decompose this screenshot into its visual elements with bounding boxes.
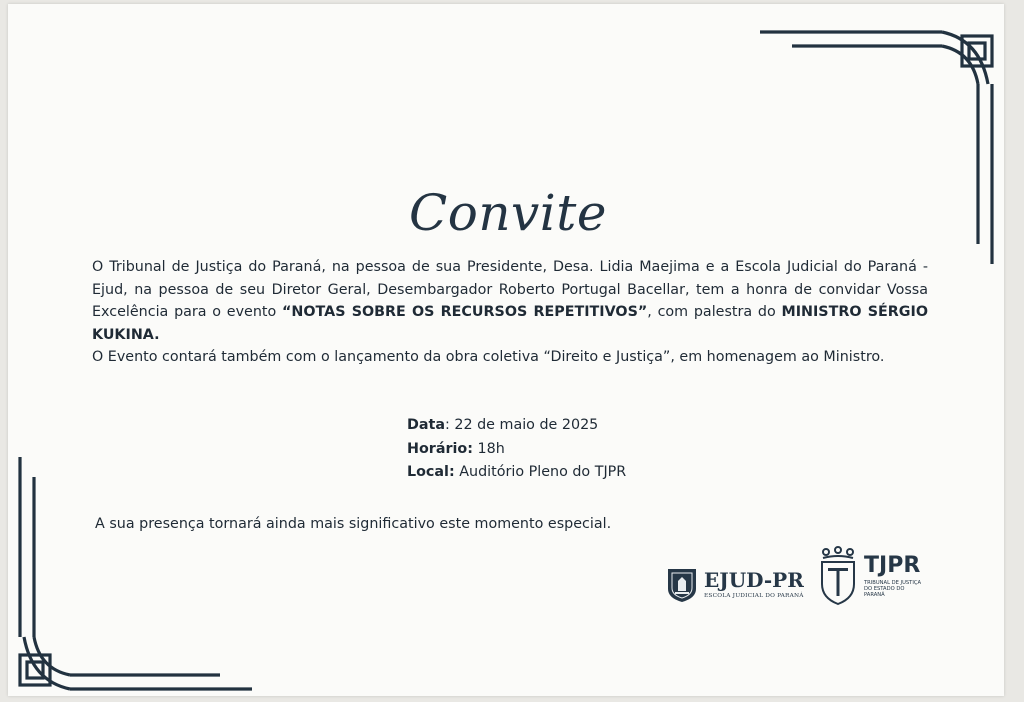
closing-line: A sua presença tornará ainda mais significativo este momento especial. [95, 516, 612, 532]
ejud-crest-icon [666, 565, 698, 603]
event-name: “NOTAS SOBRE OS RECURSOS REPETITIVOS” [282, 304, 648, 320]
tjpr-subtitle-line-2: DO ESTADO DO PARANÁ [864, 585, 905, 598]
invitation-title: Convite [409, 184, 607, 242]
ejud-logo-name: EJUD-PR [704, 567, 804, 592]
speaker-name: MINISTRO SÉRGIO KUKINA. [92, 304, 928, 343]
time-row [407, 438, 626, 462]
corner-ornament-bottom-left [10, 452, 260, 697]
time-value: 18h [472, 440, 505, 457]
event-details [407, 414, 626, 485]
time-label: Horário: [407, 440, 473, 457]
connector-text: , com palestra do [647, 304, 782, 320]
tjpr-subtitle-line-1: TRIBUNAL DE JUSTIÇA [864, 579, 922, 586]
place-value: Auditório Pleno do TJPR [454, 464, 627, 480]
tjpr-logo-name: TJPR [864, 552, 921, 578]
place-label: Local: [407, 464, 455, 480]
tjpr-logo-subtitle [864, 580, 924, 598]
tjpr-emblem-icon [818, 546, 858, 606]
ejud-logo [666, 565, 804, 603]
place-row [407, 461, 626, 485]
tjpr-logo [818, 546, 924, 606]
invitation-paragraph-1 [92, 256, 928, 346]
date-label: Data [407, 417, 445, 433]
ejud-logo-subtitle: ESCOLA JUDICIAL DO PARANÁ [704, 592, 804, 599]
intro-text: O Tribunal de Justiça do Paraná, na pessoa de sua Presidente, Desa. Lidia Maejima e a Escola Judicial do Paraná - Ejud, na pessoa de seu Diretor Geral, Desembargador Roberto Portugal Bacellar, tem a honra de convidar Vossa Excelência para o evento [92, 259, 928, 320]
invitation-body [92, 256, 928, 369]
invitation-paragraph-2: O Evento contará também com o lançamento da obra coletiva “Direito e Justiça”, em homenagem ao Ministro. [92, 349, 885, 365]
date-value: : 22 de maio de 2025 [445, 417, 599, 433]
date-row [407, 414, 626, 438]
